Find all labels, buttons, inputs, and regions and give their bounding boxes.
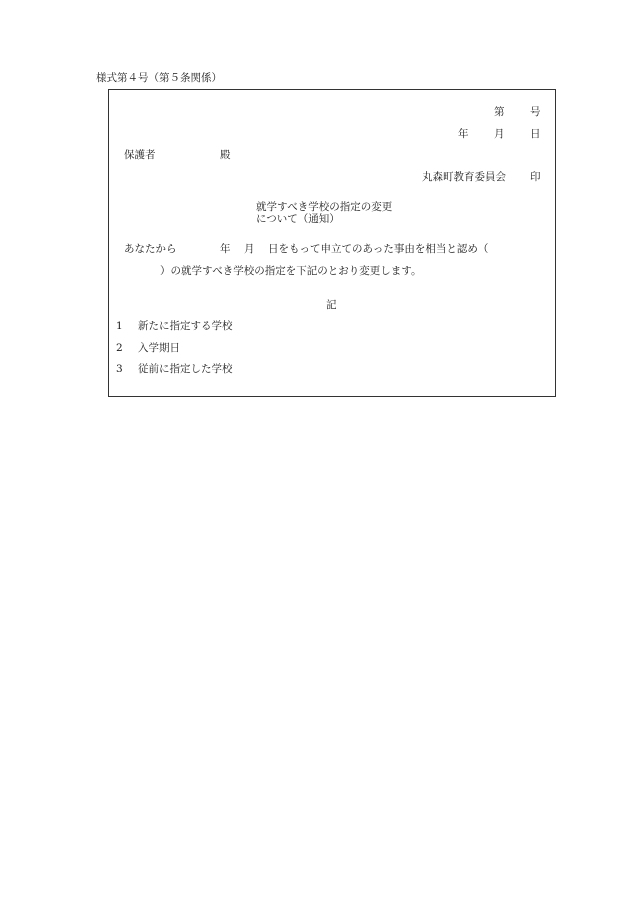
issuer-name: 丸森町教育委員会 <box>422 171 506 183</box>
date-month: 月 <box>494 128 505 140</box>
date-year: 年 <box>458 128 469 140</box>
body-line1-rest: 日をもって申立てのあった事由を相当と認め（ <box>268 243 489 255</box>
doc-number-prefix: 第 <box>494 106 505 118</box>
form-label: 様式第４号（第５条関係） <box>96 72 222 84</box>
issuer-seal: 印 <box>530 171 541 183</box>
item-1-text: 新たに指定する学校 <box>138 320 233 332</box>
item-3-text: 従前に指定した学校 <box>138 363 233 375</box>
doc-title-line2: について（通知） <box>256 213 340 225</box>
addressee-label: 保護者 <box>124 149 156 161</box>
body-line2: ）の就学すべき学校の指定を下記のとおり変更します。 <box>160 265 422 277</box>
ki-heading: 記 <box>326 299 337 311</box>
item-2-text: 入学期日 <box>138 342 180 354</box>
item-1-number: 1 <box>116 320 123 332</box>
body-line1-year: 年 <box>220 243 231 255</box>
date-day: 日 <box>530 128 541 140</box>
body-line1-month: 月 <box>244 243 255 255</box>
doc-number-suffix: 号 <box>530 106 541 118</box>
body-line1-start: あなたから <box>124 243 177 255</box>
doc-title-line1: 就学すべき学校の指定の変更 <box>256 201 393 213</box>
item-3-number: 3 <box>116 363 123 375</box>
addressee-honorific: 殿 <box>220 149 231 161</box>
item-2-number: 2 <box>116 342 123 354</box>
